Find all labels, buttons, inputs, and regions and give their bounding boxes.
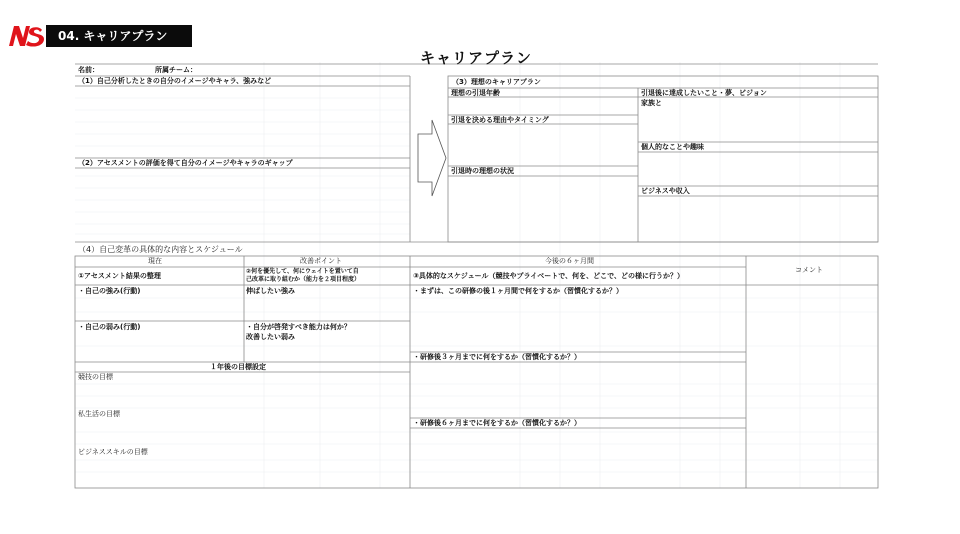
three-months-label: ・研修後３ヶ月までに何をするか（習慣化するか？） [413, 353, 581, 361]
six-months-label: ・研修後６ヶ月までに何をするか（習慣化するか？） [413, 419, 581, 427]
col-future-header: 今後の６ヶ月間 [545, 257, 594, 265]
assessment-label: ①アセスメント結果の整理 [78, 272, 161, 280]
sports-goal-label: 競技の目標 [78, 373, 113, 381]
section-label: 04. キャリアプラン [46, 25, 192, 47]
business-label: ビジネスや収入 [641, 187, 690, 195]
section-4-heading: （4）自己変革の具体的な内容とスケジュール [78, 245, 243, 254]
develop-label-line2: 改善したい弱み [246, 333, 295, 341]
family-label: 家族と [641, 99, 662, 107]
priority-label-line1: ②何を優先して、何にウェイトを置いて自 [246, 268, 359, 275]
section-1-heading: （1）自己分析したときの自分のイメージやキャラ、強みなど [78, 77, 272, 85]
develop-label-line1: ・自分が啓発すべき能力は何か？ [246, 323, 351, 331]
ideal-state-label: 引退時の理想の状況 [451, 167, 514, 175]
first-month-label: ・まずは、この研修の後１ヶ月間で何をするか（習慣化するか？） [413, 287, 623, 295]
personal-label: 個人的なことや趣味 [641, 143, 704, 151]
section-2-heading: （2）アセスメントの評価を得て自分のイメージやキャラのギャップ [78, 159, 293, 167]
col-comment-header: コメント [795, 266, 823, 274]
one-year-goal-label: １年後の目標設定 [210, 363, 266, 371]
schedule-label: ③具体的なスケジュール（競技やプライベートで、何を、どこで、どの様に行うか？） [413, 272, 685, 280]
col-now-header: 現在 [148, 257, 162, 265]
arrow-right-icon [418, 120, 446, 196]
reason-timing-label: 引退を決める理由やタイミング [451, 116, 549, 124]
priority-label-line2: 己改革に取り組むか（能力を２項目程度） [246, 276, 361, 283]
private-goal-label: 私生活の目標 [78, 410, 120, 418]
weakness-label: ・自己の弱み(行動) [78, 323, 141, 331]
strength-label: ・自己の強み(行動) [78, 287, 141, 295]
retire-age-label: 理想の引退年齢 [451, 89, 500, 97]
after-retire-label: 引退後に達成したいこと・夢、ビジョン [641, 89, 767, 97]
name-label: 名前： [78, 66, 99, 74]
col-improve-header: 改善ポイント [300, 257, 342, 265]
section-3-heading: （3）理想のキャリアプラン [452, 78, 541, 86]
sheet-title: キャリアプラン [420, 49, 533, 67]
business-skill-goal-label: ビジネススキルの目標 [78, 448, 148, 456]
team-label: 所属チーム： [155, 66, 197, 74]
extend-strength-label: 伸ばしたい強み [246, 287, 295, 295]
